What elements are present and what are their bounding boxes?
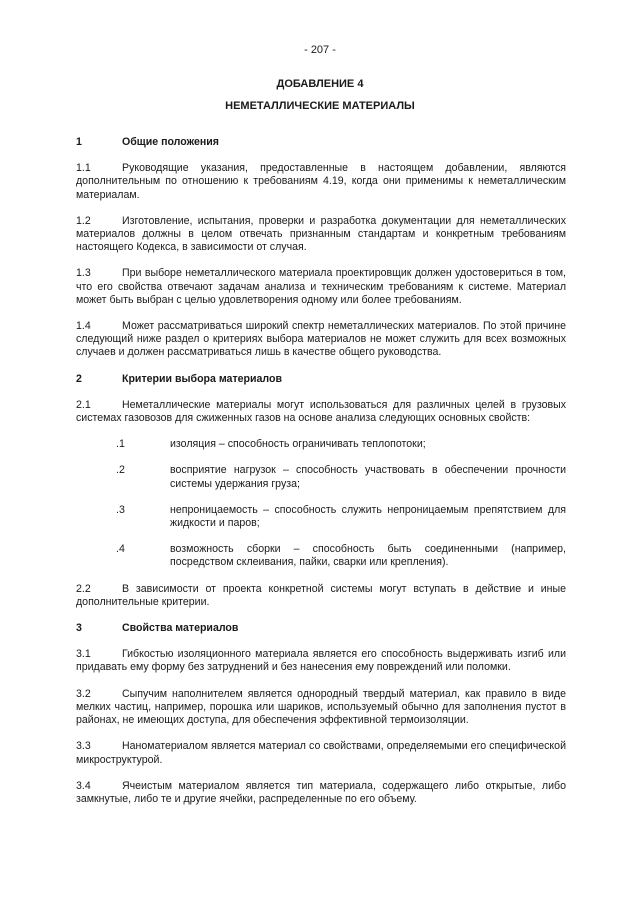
- list-item: [76, 504, 566, 530]
- paragraph-number: 1.1: [76, 162, 91, 175]
- section-number: 3: [76, 622, 82, 635]
- list-item: [76, 464, 566, 490]
- paragraph-text: Гибкостью изоляционного материала является его способность выдерживать изгиб или придавать ему форму без затруднений и без нанесения ему повреждений или поломки.: [76, 648, 566, 674]
- document-body: [76, 136, 566, 819]
- criteria-list: [76, 438, 566, 569]
- paragraph: [76, 267, 566, 307]
- paragraph-text: Ячеистым материалом является тип материала, содержащего либо открытые, либо замкнутые, либо те и другие ячейки, распределенные по его объему.: [76, 779, 566, 805]
- paragraph: [76, 688, 566, 728]
- paragraph-number: 3.3: [76, 740, 91, 753]
- list-item: [76, 438, 566, 451]
- paragraph: [76, 320, 566, 360]
- paragraph-text: Изготовление, испытания, проверки и разработка документации для неметаллических материалов должны в целом отвечать признанным стандартам и конкретным требованиям настоящего Кодекса, в зависимости от случая.: [76, 214, 566, 254]
- section-number: 1: [76, 136, 82, 148]
- list-item-number: .3: [116, 503, 125, 516]
- list-item-text: восприятие нагрузок – способность участвовать в обеспечении прочности системы удержания груза;: [170, 464, 566, 490]
- paragraph: [76, 740, 566, 766]
- list-item-text: изоляция – способность ограничивать теплопотоки;: [170, 438, 426, 451]
- paragraph: [76, 215, 566, 255]
- paragraph: [76, 583, 566, 609]
- paragraph-text: Сыпучим наполнителем является однородный твердый материал, как правило в виде мелких частиц, например, порошка или шариков, используемый обычно для заполнения пустот в районах, не имеющих доступа, для обеспечения эффективной термоизоляции.: [76, 687, 566, 727]
- paragraph-number: 3.4: [76, 779, 91, 792]
- appendix-title: ДОБАВЛЕНИЕ 4: [276, 78, 364, 90]
- paragraph-text: Неметаллические материалы могут использоваться для различных целей в грузовых системах газовозов для сжиженных газов на основе анализа следующих основных свойств:: [76, 398, 566, 425]
- section-number: 2: [76, 372, 82, 385]
- list-item-text: непроницаемость – способность служить непроницаемым препятствием для жидкости и паров;: [170, 503, 566, 530]
- section-heading: [76, 373, 566, 386]
- section-title: Критерии выбора материалов: [122, 372, 282, 385]
- paragraph-text: Может рассматриваться широкий спектр неметаллических материалов. По этой причине следующий ниже раздел о критериях выбора материалов не может служить для всех возможных случаев и должен рассматриваться лишь в качестве общего руководства.: [76, 320, 566, 359]
- list-item-number: .1: [116, 438, 125, 451]
- paragraph-text: В зависимости от проекта конкретной системы могут вступать в действие и иные дополнительные критерии.: [76, 582, 566, 608]
- paragraph-number: 3.1: [76, 648, 91, 661]
- paragraph: [76, 162, 566, 202]
- paragraph-number: 2.2: [76, 582, 91, 595]
- section-title: Общие положения: [122, 136, 219, 148]
- list-item-text: возможность сборки – способность быть соединенными (например, посредством склеивания, пайки, сварки или крепления).: [170, 543, 566, 569]
- paragraph-number: 2.1: [76, 398, 91, 411]
- paragraph-text: При выборе неметаллического материала проектировщик должен удостовериться в том, что его свойства отвечают задачам анализа и техническим требованиям к системе. Материал может быть выбран с целью удовлетворения одному или более требованиям.: [76, 267, 566, 306]
- paragraph-text: Наноматериалом является материал со свойствами, определяемыми его специфической микроструктурой.: [76, 740, 566, 766]
- list-item-number: .2: [116, 464, 125, 477]
- paragraph-number: 1.4: [76, 320, 91, 333]
- paragraph-number: 3.2: [76, 687, 91, 700]
- section-heading: [76, 136, 566, 149]
- paragraph: [76, 780, 566, 806]
- paragraph-number: 1.3: [76, 267, 91, 280]
- paragraph-text: Руководящие указания, предоставленные в настоящем добавлении, являются дополнительным по отношению к требованиям 4.19, когда они применимы к неметаллическим материалам.: [76, 162, 566, 201]
- list-item: [76, 543, 566, 569]
- paragraph: [76, 399, 566, 425]
- page-number: - 207 -: [304, 44, 336, 56]
- section-heading: [76, 622, 566, 635]
- list-item-number: .4: [116, 543, 125, 556]
- section-title: Свойства материалов: [122, 622, 239, 635]
- paragraph: [76, 648, 566, 674]
- appendix-subtitle: НЕМЕТАЛЛИЧЕСКИЕ МАТЕРИАЛЫ: [225, 100, 415, 112]
- paragraph-number: 1.2: [76, 214, 91, 227]
